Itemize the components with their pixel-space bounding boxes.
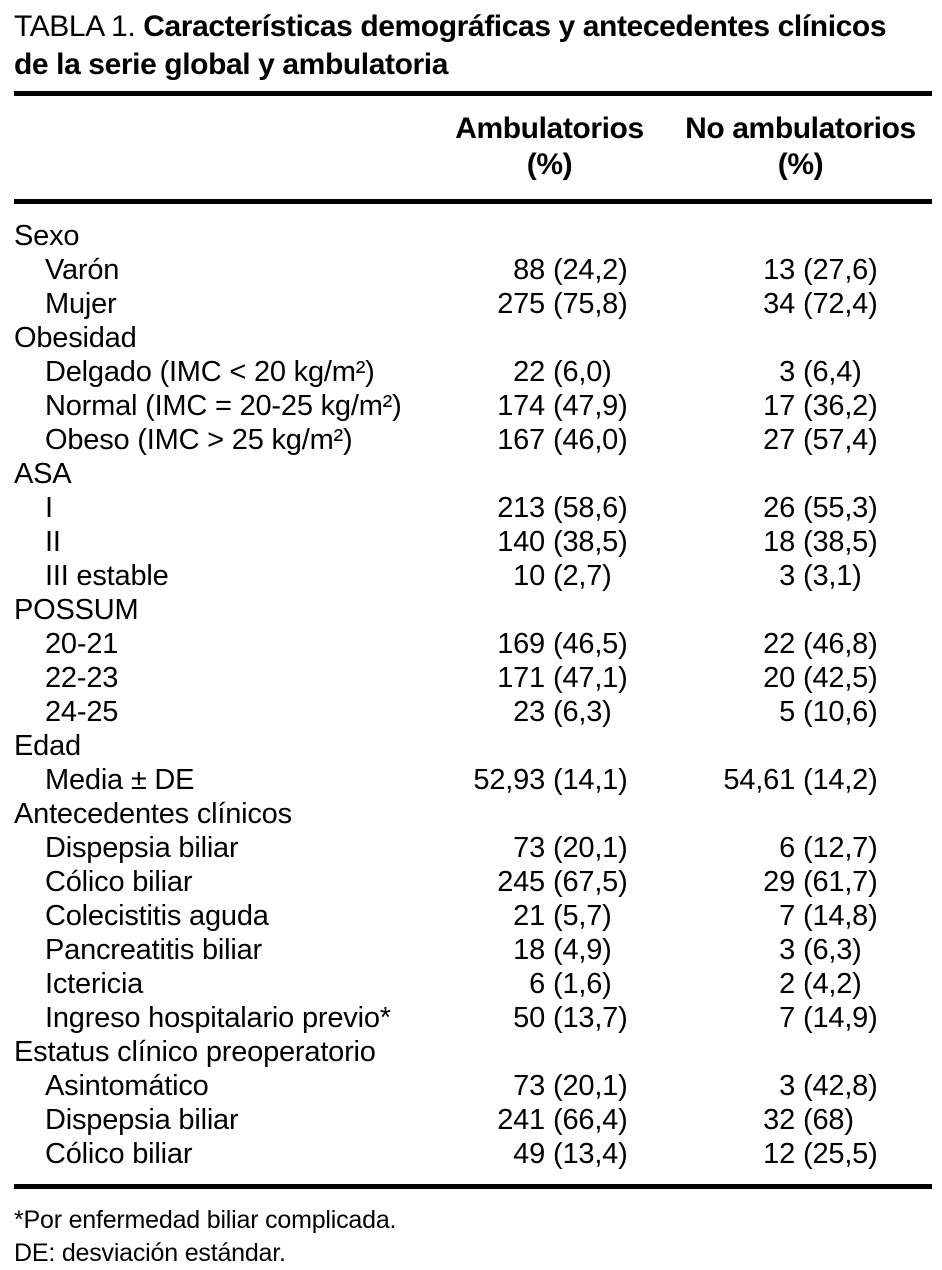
no-ambulatorios-count [657, 1035, 795, 1069]
ambulatorios-percent: (2,7) [553, 560, 612, 592]
table-title-line1: Características demográficas y antecedentes clínicos [143, 10, 887, 43]
ambulatorios-percent: (20,1) [553, 1070, 628, 1102]
no-ambulatorios-count: 29 [763, 866, 795, 898]
ambulatorios-count: 167 [497, 424, 545, 456]
no-ambulatorios-count: 6 [779, 832, 795, 864]
table-row [14, 491, 932, 525]
table-row-group-obesidad [14, 321, 932, 355]
table-body [14, 219, 932, 1171]
column-header-no-ambulatorios [669, 111, 932, 183]
no-ambulatorios-percent [795, 219, 928, 253]
no-ambulatorios-count: 54,61 [723, 764, 795, 796]
table-row [14, 763, 932, 797]
no-ambulatorios-count: 17 [763, 390, 795, 422]
no-ambulatorios-percent: (38,5) [803, 526, 878, 558]
column-header-ambulatorios [430, 111, 669, 183]
ambulatorios-percent: (14,1) [553, 764, 628, 796]
ambulatorios-count: 49 [513, 1138, 545, 1170]
table-row [14, 559, 932, 593]
row-label: Antecedentes clínicos [14, 798, 292, 830]
no-ambulatorios-percent: (72,4) [803, 288, 878, 320]
table-row [14, 253, 932, 287]
no-ambulatorios-percent: (14,2) [803, 764, 878, 796]
table-row [14, 661, 932, 695]
no-ambulatorios-percent: (42,8) [803, 1070, 878, 1102]
ambulatorios-percent [545, 797, 657, 831]
header-rule [14, 199, 932, 204]
row-label: ASA [14, 458, 72, 490]
ambulatorios-percent: (6,0) [553, 356, 612, 388]
row-label: II [45, 526, 61, 558]
ambulatorios-count [430, 729, 545, 763]
no-ambulatorios-percent: (10,6) [803, 696, 878, 728]
row-label: Pancreatitis biliar [45, 934, 263, 966]
table-row-group-asa [14, 457, 932, 491]
table-row [14, 933, 932, 967]
no-ambulatorios-count: 18 [763, 526, 795, 558]
ambulatorios-percent: (67,5) [553, 866, 628, 898]
row-label: Edad [14, 730, 81, 762]
ambulatorios-count: 169 [497, 628, 545, 660]
no-ambulatorios-count: 22 [763, 628, 795, 660]
no-ambulatorios-count: 3 [779, 934, 795, 966]
no-ambulatorios-count: 3 [779, 1070, 795, 1102]
no-ambulatorios-percent [795, 797, 928, 831]
row-label: Cólico biliar [45, 1138, 193, 1170]
row-label: Varón [45, 254, 120, 286]
table-row [14, 1137, 932, 1171]
ambulatorios-percent: (66,4) [553, 1104, 628, 1136]
no-ambulatorios-percent: (25,5) [803, 1138, 878, 1170]
ambulatorios-percent [545, 457, 657, 491]
ambulatorios-percent: (46,0) [553, 424, 628, 456]
ambulatorios-count: 23 [513, 696, 545, 728]
row-label: Ingreso hospitalario previo* [45, 1002, 391, 1034]
table-row [14, 355, 932, 389]
ambulatorios-count [430, 321, 545, 355]
column-header-ambulatorios-unit: (%) [526, 148, 573, 181]
row-label: Mujer [45, 288, 117, 320]
row-label: III estable [45, 560, 169, 592]
ambulatorios-count: 241 [497, 1104, 545, 1136]
ambulatorios-percent [545, 321, 657, 355]
no-ambulatorios-percent: (12,7) [803, 832, 878, 864]
table-row [14, 831, 932, 865]
no-ambulatorios-percent [795, 593, 928, 627]
ambulatorios-percent [545, 729, 657, 763]
ambulatorios-count: 73 [513, 832, 545, 864]
row-label: Obesidad [14, 322, 137, 354]
row-label: Delgado (IMC < 20 kg/m²) [45, 356, 375, 388]
no-ambulatorios-count: 32 [763, 1104, 795, 1136]
row-label: Ictericia [45, 968, 144, 1000]
ambulatorios-percent: (13,4) [553, 1138, 628, 1170]
no-ambulatorios-count [657, 321, 795, 355]
ambulatorios-count: 245 [497, 866, 545, 898]
no-ambulatorios-count: 20 [763, 662, 795, 694]
no-ambulatorios-count [657, 219, 795, 253]
ambulatorios-percent: (4,9) [553, 934, 612, 966]
ambulatorios-percent: (1,6) [553, 968, 612, 1000]
ambulatorios-count: 213 [497, 492, 545, 524]
ambulatorios-count: 171 [497, 662, 545, 694]
ambulatorios-count: 10 [513, 560, 545, 592]
ambulatorios-percent: (47,1) [553, 662, 628, 694]
no-ambulatorios-count: 7 [779, 1002, 795, 1034]
no-ambulatorios-count [657, 729, 795, 763]
ambulatorios-percent: (75,8) [553, 288, 628, 320]
table-title [14, 8, 932, 84]
row-label: Estatus clínico preoperatorio [14, 1036, 376, 1068]
no-ambulatorios-count: 3 [779, 560, 795, 592]
table-number: TABLA 1. [14, 10, 136, 43]
no-ambulatorios-percent [795, 1035, 928, 1069]
ambulatorios-count [430, 457, 545, 491]
row-label: Dispepsia biliar [45, 832, 239, 864]
row-label: Media ± DE [45, 764, 195, 796]
row-label: Sexo [14, 220, 80, 252]
no-ambulatorios-count [657, 457, 795, 491]
table-row-group-estatus [14, 1035, 932, 1069]
table-row [14, 1069, 932, 1103]
no-ambulatorios-percent: (46,8) [803, 628, 878, 660]
table-row-group-sexo [14, 219, 932, 253]
ambulatorios-percent: (20,1) [553, 832, 628, 864]
no-ambulatorios-percent: (55,3) [803, 492, 878, 524]
table-row [14, 525, 932, 559]
row-label: Obeso (IMC > 25 kg/m²) [45, 424, 353, 456]
ambulatorios-count: 50 [513, 1002, 545, 1034]
table-row [14, 1001, 932, 1035]
ambulatorios-count: 275 [497, 288, 545, 320]
ambulatorios-percent: (5,7) [553, 900, 612, 932]
ambulatorios-percent: (24,2) [553, 254, 628, 286]
table-row [14, 287, 932, 321]
no-ambulatorios-count: 13 [763, 254, 795, 286]
table-row [14, 1103, 932, 1137]
no-ambulatorios-percent [795, 729, 928, 763]
ambulatorios-count [430, 797, 545, 831]
row-label: Normal (IMC = 20-25 kg/m²) [45, 390, 402, 422]
column-headers [14, 96, 932, 199]
no-ambulatorios-count: 26 [763, 492, 795, 524]
no-ambulatorios-percent: (61,7) [803, 866, 878, 898]
no-ambulatorios-percent: (27,6) [803, 254, 878, 286]
no-ambulatorios-percent: (68) [803, 1104, 854, 1136]
no-ambulatorios-percent: (36,2) [803, 390, 878, 422]
table-row [14, 389, 932, 423]
table-row [14, 865, 932, 899]
row-label: Colecistitis aguda [45, 900, 269, 932]
row-label: Asintomático [45, 1070, 209, 1102]
no-ambulatorios-count [657, 797, 795, 831]
ambulatorios-percent: (38,5) [553, 526, 628, 558]
ambulatorios-percent [545, 219, 657, 253]
ambulatorios-count: 174 [497, 390, 545, 422]
row-label: I [45, 492, 53, 524]
ambulatorios-count: 22 [513, 356, 545, 388]
no-ambulatorios-count: 2 [779, 968, 795, 1000]
ambulatorios-count [430, 1035, 545, 1069]
ambulatorios-count: 52,93 [473, 764, 545, 796]
no-ambulatorios-percent: (6,4) [803, 356, 862, 388]
no-ambulatorios-percent: (14,9) [803, 1002, 878, 1034]
ambulatorios-percent [545, 1035, 657, 1069]
ambulatorios-count: 21 [513, 900, 545, 932]
ambulatorios-count [430, 593, 545, 627]
column-header-no-ambulatorios-unit: (%) [777, 148, 824, 181]
table-row [14, 627, 932, 661]
no-ambulatorios-percent: (3,1) [803, 560, 862, 592]
bottom-rule [14, 1184, 932, 1189]
row-label: 24-25 [45, 696, 119, 728]
no-ambulatorios-count: 5 [779, 696, 795, 728]
table-row-group-possum [14, 593, 932, 627]
no-ambulatorios-percent: (6,3) [803, 934, 862, 966]
no-ambulatorios-count: 7 [779, 900, 795, 932]
ambulatorios-count: 6 [529, 968, 545, 1000]
no-ambulatorios-percent: (4,2) [803, 968, 862, 1000]
ambulatorios-percent [545, 593, 657, 627]
column-header-no-ambulatorios-title: No ambulatorios [685, 112, 916, 145]
footnote-asterisk: *Por enfermedad biliar complicada. [14, 1206, 397, 1234]
ambulatorios-percent: (58,6) [553, 492, 628, 524]
no-ambulatorios-count: 27 [763, 424, 795, 456]
footnote-de: DE: desviación estándar. [14, 1239, 286, 1267]
label-column-spacer [14, 111, 430, 183]
ambulatorios-count: 18 [513, 934, 545, 966]
table-row [14, 967, 932, 1001]
no-ambulatorios-count: 34 [763, 288, 795, 320]
no-ambulatorios-percent: (42,5) [803, 662, 878, 694]
ambulatorios-percent: (6,3) [553, 696, 612, 728]
no-ambulatorios-percent: (57,4) [803, 424, 878, 456]
table-row [14, 695, 932, 729]
no-ambulatorios-percent: (14,8) [803, 900, 878, 932]
footnotes [14, 1204, 932, 1270]
no-ambulatorios-count [657, 593, 795, 627]
ambulatorios-count: 73 [513, 1070, 545, 1102]
ambulatorios-count: 140 [497, 526, 545, 558]
table-title-line2: de la serie global y ambulatoria [14, 48, 449, 81]
row-label: 22-23 [45, 662, 119, 694]
no-ambulatorios-count: 3 [779, 356, 795, 388]
row-label: Dispepsia biliar [45, 1104, 239, 1136]
table-row [14, 423, 932, 457]
no-ambulatorios-count: 12 [763, 1138, 795, 1170]
table-row [14, 899, 932, 933]
table-row-group-edad [14, 729, 932, 763]
no-ambulatorios-percent [795, 457, 928, 491]
ambulatorios-count [430, 219, 545, 253]
ambulatorios-percent: (46,5) [553, 628, 628, 660]
no-ambulatorios-percent [795, 321, 928, 355]
table-row-group-antecedentes [14, 797, 932, 831]
row-label: POSSUM [14, 594, 139, 626]
ambulatorios-percent: (13,7) [553, 1002, 628, 1034]
column-header-ambulatorios-title: Ambulatorios [455, 112, 644, 145]
row-label: Cólico biliar [45, 866, 193, 898]
row-label: 20-21 [45, 628, 119, 660]
ambulatorios-count: 88 [513, 254, 545, 286]
ambulatorios-percent: (47,9) [553, 390, 628, 422]
